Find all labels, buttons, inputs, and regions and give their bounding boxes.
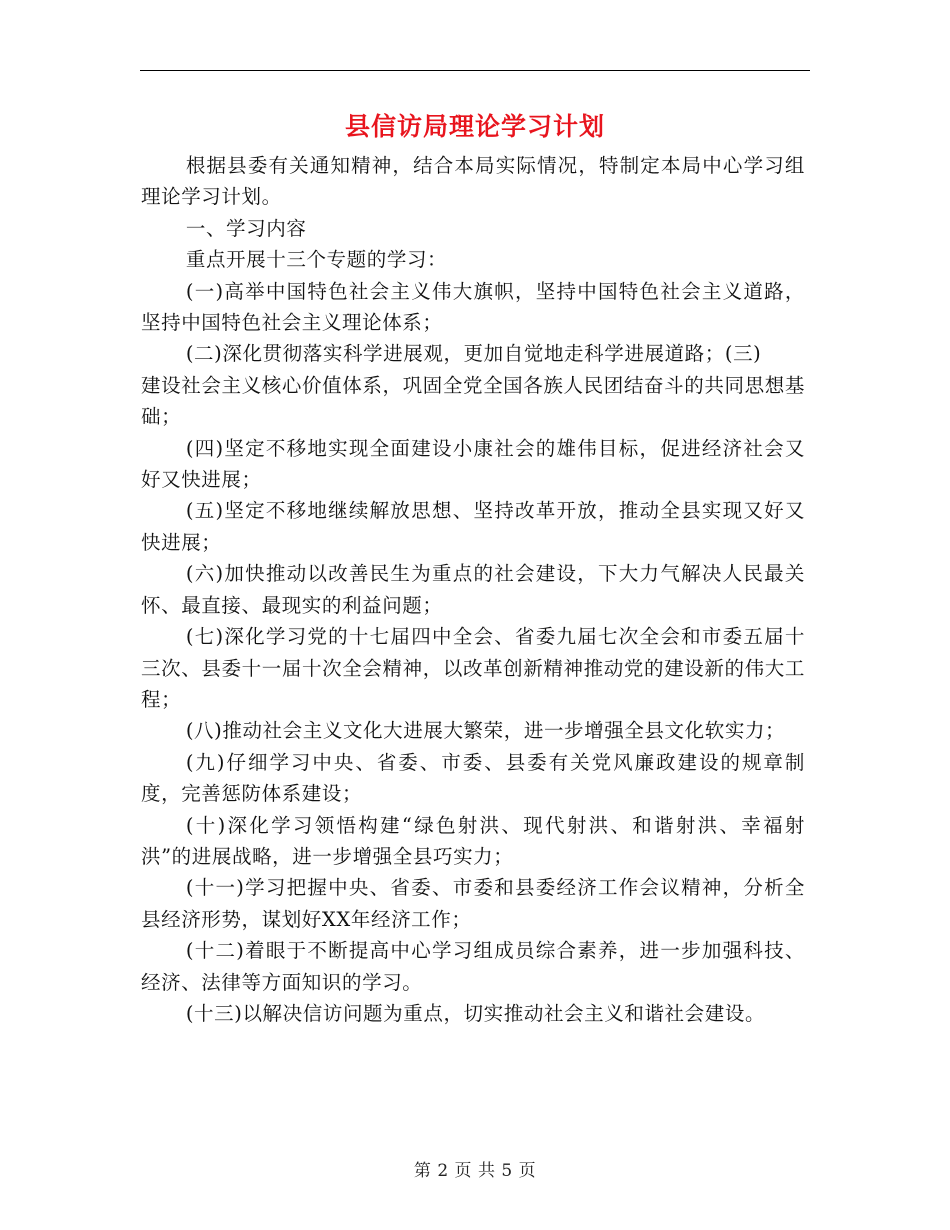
list-item-topic-1: (一)高举中国特色社会主义伟大旗帜，坚持中国特色社会主义道路，坚持中国特色社会主义理论体系； <box>141 279 805 335</box>
list-item-topic-11: (十一)学习把握中央、省委、市委和县委经济工作会议精神，分析全县经济形势，谋划好XX年经济工作； <box>141 876 805 931</box>
topic-3-text: 建设社会主义核心价值体系，巩固全党全国各族人民团结奋斗的共同思想基础； <box>141 373 805 429</box>
list-item-topic-2-3 <box>141 338 805 432</box>
document-body <box>141 150 805 1029</box>
list-item-topic-12: (十二)着眼于不断提高中心学习组成员综合素养，进一步加强科技、经济、法律等方面知识的学习。 <box>141 939 805 994</box>
list-item-topic-7: (七)深化学习党的十七届四中全会、省委九届七次全会和市委五届十三次、县委十一届十次全会精神，以改革创新精神推动党的建设新的伟大工程； <box>141 625 805 711</box>
paragraph-intro: 根据县委有关通知精神，结合本局实际情况，特制定本局中心学习组理论学习计划。 <box>141 154 805 209</box>
document-title: 县信访局理论学习计划 <box>344 112 605 141</box>
list-item-topic-13: (十三)以解决信访问题为重点，切实推动社会主义和谐社会建设。 <box>185 1001 766 1025</box>
page-number: 第 2 页 共 5 页 <box>413 1161 537 1181</box>
topic-2-line: (二)深化贯彻落实科学进展观，更加自觉地走科学进展道路；(三) <box>185 342 762 366</box>
section-heading-study-content: 一、学习内容 <box>185 216 307 240</box>
paragraph-topics-lead: 重点开展十三个专题的学习： <box>185 248 448 272</box>
list-item-topic-9: (九)仔细学习中央、省委、市委、县委有关党风廉政建设的规章制度，完善惩防体系建设； <box>141 750 805 806</box>
list-item-topic-8: (八)推动社会主义文化大进展大繁荣，进一步增强全县文化软实力； <box>185 719 786 743</box>
list-item-topic-10: (十)深化学习领悟构建“绿色射洪、现代射洪、和谐射洪、幸福射洪”的进展战略，进一步增强全县巧实力； <box>141 813 805 868</box>
header-rule <box>140 70 810 71</box>
list-item-topic-4: (四)坚定不移地实现全面建设小康社会的雄伟目标，促进经济社会又好又快进展； <box>141 436 805 492</box>
list-item-topic-6: (六)加快推动以改善民生为重点的社会建设，下大力气解决人民最关怀、最直接、最现实的利益问题； <box>141 562 805 617</box>
list-item-topic-5: (五)坚定不移地继续解放思想、坚持改革开放，推动全县实现又好又快进展； <box>141 499 805 554</box>
